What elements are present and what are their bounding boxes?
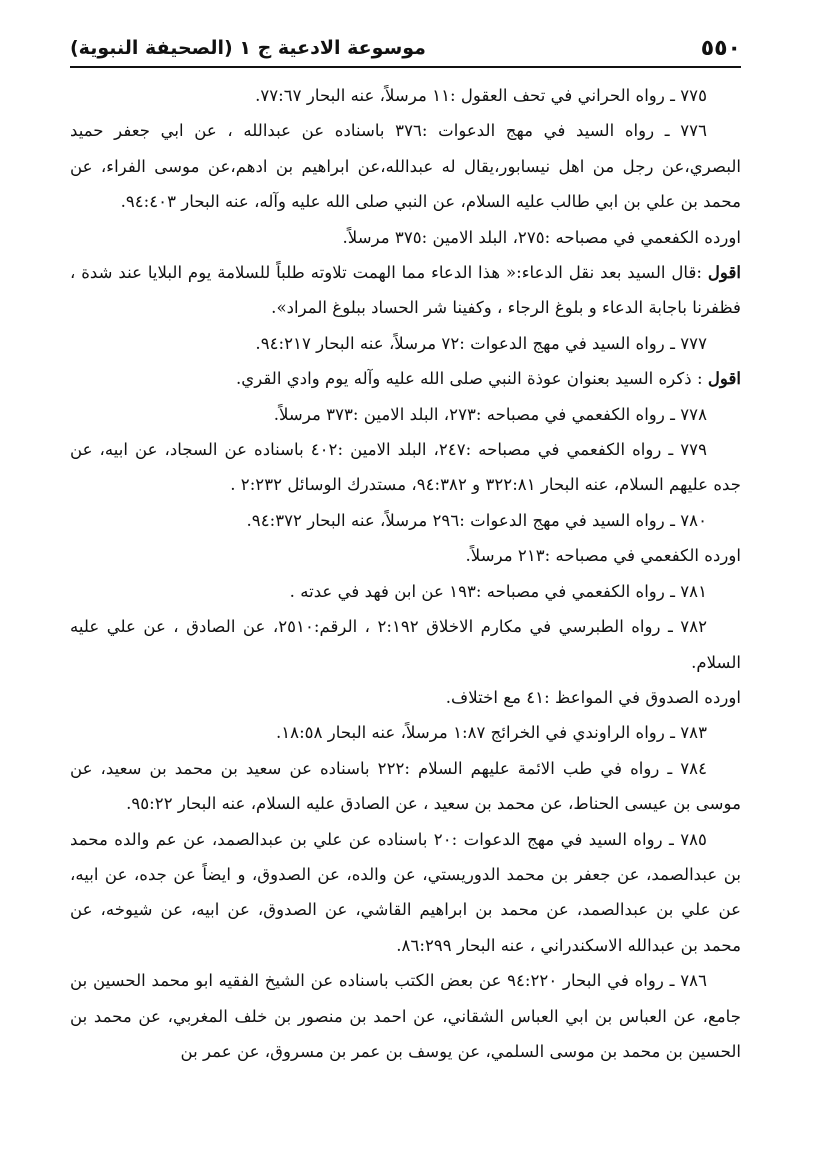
footnote-paragraph [70,963,741,1069]
paragraph-text: ٧٧٨ ـ رواه الكفعمي في مصباحه :٢٧٣، البلد الامين :٣٧٣ مرسلاً. [273,404,707,424]
paragraph-text: ٧٨٣ ـ رواه الراوندي في الخرائج ١:٨٧ مرسلاً، عنه البحار ١٨:٥٨. [275,723,707,743]
paragraph-text: ٧٨٤ ـ رواه في طب الائمة عليهم السلام :٢٢٢ باسناده عن سعيد بن محمد بن سعيد، عن موسى بن عيسى الحناط، عن محمد بن سعيد ، عن الصادق عليه السلام، عنه البحار ٩٥:٢٢. [70,758,741,814]
paragraph-text: ٧٨٠ ـ رواه السيد في مهج الدعوات :٢٩٦ مرسلاً، عنه البحار ٩٤:٣٧٢. [246,510,707,530]
footnote-paragraph [70,397,741,432]
footnote-paragraph [70,822,741,964]
paragraph-text: ٧٨٦ ـ رواه في البحار ٩٤:٢٢٠ عن بعض الكتب باسناده عن الشيخ الفقيه ابو محمد الحسين بن جامع، عن العباس بن ابي العباس الشقاني، عن احمد بن منصور بن خلف المغربي، عن محمد بن الحسين بن محمد بن موسى السلمي، عن يوسف بن عمر بن مسروق، عن عمر بن [70,971,741,1061]
footnote-paragraph [70,503,741,538]
paragraph-text: ٧٧٦ ـ رواه السيد في مهج الدعوات :٣٧٦ باسناده عن عبدالله ، عن ابي جعفر حميد البصري،عن رجل من اهل نيسابور،يقال له عبدالله،عن ابراهيم بن ادهم،عن موسى الفراء، عن محمد بن علي بن ابي طالب عليه السلام، عن النبي صلى الله عليه وآله، عنه البحار ٩٤:٤٠٣. [70,121,741,212]
paragraph-text: ٧٨٢ ـ رواه الطبرسي في مكارم الاخلاق ٢:١٩٢ ، الرقم:٢٥١٠، عن الصادق ، عن علي عليه السلام. [70,617,741,672]
footnote-paragraph [70,326,741,361]
footnote-paragraph [70,715,741,750]
footnote-paragraph [70,78,741,113]
footnote-paragraph [70,255,741,326]
paragraph-lead: اقول [707,262,741,283]
page-header [70,30,741,68]
paragraph-text: ٧٨٥ ـ رواه السيد في مهج الدعوات :٢٠ باسناده عن علي بن عبدالصمد، عن عم والده محمد بن عبدالصمد، عن جعفر بن محمد الدوريستي، عن والده، عن الصدوق، و ايضاً عن جده، عن ابيه، عن علي بن عبدالصمد، عن محمد بن ابراهيم القاشي، عن الصدوق، عن ابيه، عن شيوخه، عن محمد بن عبدالله الاسكندراني ، عنه البحار ٨٦:٢٩٩. [70,829,741,955]
paragraph-text: ٧٧٥ ـ رواه الحراني في تحف العقول :١١ مرسلاً، عنه البحار ٧٧:٦٧. [255,86,707,105]
footnote-paragraph [70,751,741,822]
paragraph-lead: اقول [707,368,741,389]
running-title: موسوعة الادعية ج ١ (الصحيفة النبوية) [70,37,426,59]
footnote-paragraph [70,574,741,609]
footnote-paragraph [70,680,741,715]
footnote-paragraph [70,361,741,396]
paragraph-text: ٧٨١ ـ رواه الكفعمي في مصباحه :١٩٣ عن ابن فهد في عدته . [289,581,707,601]
paragraph-text: ٧٧٧ ـ رواه السيد في مهج الدعوات :٧٢ مرسلاً، عنه البحار ٩٤:٢١٧. [255,333,707,353]
paragraph-text: :قال السيد بعد نقل الدعاء:« هذا الدعاء مما الهمت تلاوته طلباً للسلامة يوم البلايا عند شدة ، فظفرنا باجابة الدعاء و بلوغ الرجاء ، وكفينا شر الحساد ببلوغ المراد». [70,263,741,318]
paragraph-text: اورده الكفعمي في مصباحه :٢١٣ مرسلاً. [465,546,741,566]
paragraph-text: : ذكره السيد بعنوان عوذة النبي صلى الله عليه وآله يوم وادي القري. [235,369,708,389]
footnotes-body [70,78,741,1069]
paragraph-text: ٧٧٩ ـ رواه الكفعمي في مصباحه :٢٤٧، البلد الامين :٤٠٢ باسناده عن السجاد، عن ابيه، عن جده عليهم السلام، عنه البحار ٣٢٢:٨١ و ٩٤:٣٨٢، مستدرك الوسائل ٢:٢٣٢ . [70,440,741,495]
paragraph-text: اورده الصدوق في المواعظ :٤١ مع اختلاف. [445,687,741,707]
footnote-paragraph [70,609,741,680]
paragraph-text: اورده الكفعمي في مصباحه :٢٧٥، البلد الامين :٣٧٥ مرسلاً. [342,227,741,247]
footnote-paragraph [70,432,741,503]
page-number: ٥٥٠ [700,35,741,61]
footnote-paragraph [70,113,741,219]
footnote-paragraph [70,220,741,255]
footnote-paragraph [70,538,741,573]
